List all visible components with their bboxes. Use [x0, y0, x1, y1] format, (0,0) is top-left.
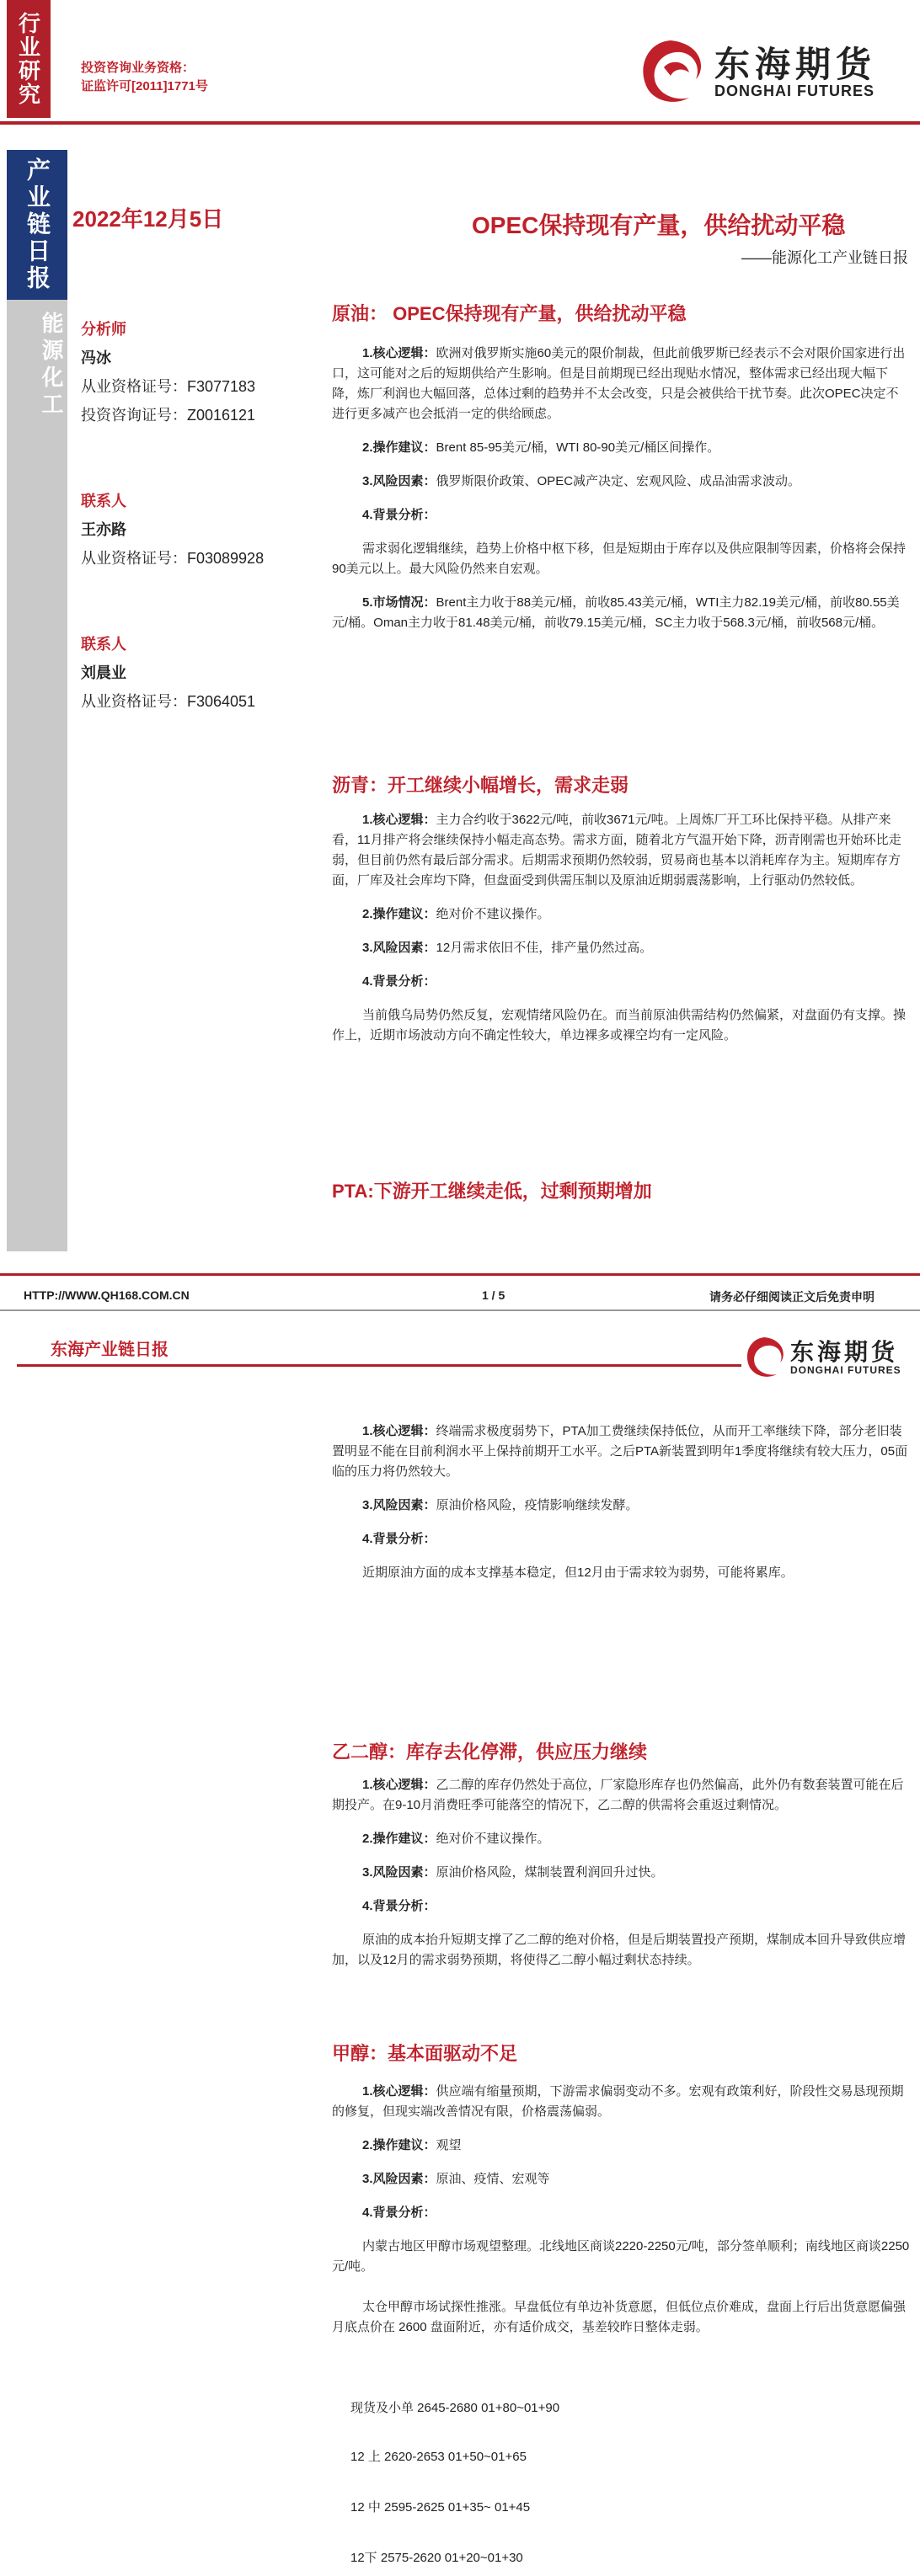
asphalt-section-title: 沥青：开工继续小幅增长，需求走弱 — [332, 775, 629, 796]
contact-name: 刘晨业 — [81, 664, 126, 681]
crude-risk: 俄罗斯限价政策、OPEC减产决定、宏观风险、成品油需求波动。 — [436, 474, 801, 488]
price-row: 12 中 2595-2625 01+35~ 01+45 — [350, 2500, 531, 2515]
page-number: 1 / 5 — [482, 1288, 505, 1302]
meg-section-title: 乙二醇：库存去化停滞，供应压力继续 — [332, 1741, 648, 1763]
report-date: 2022年12月5日 — [72, 206, 224, 232]
asphalt-risk: 12月需求依旧不佳，排产量仍然过高。 — [436, 941, 653, 955]
logo-chinese: 东海期货 — [714, 44, 877, 85]
header-rule — [0, 121, 920, 125]
analyst-license: 投资咨询证号：Z0016121 — [81, 407, 256, 424]
asphalt-logic: 主力合约收于3622元/吨，前收3671元/吨。上周炼厂开工环比保持平稳。从排产来看，11月排产将会继续保持小幅走高态势。需求方面，随着北方气温开始下降，沥青刚需也开始环比走弱，但目前仍然有最后部分需求。后期需求预期仍然较弱，贸易商也基本以消耗库存为主。短期库存方面，厂库及社会库均下降，但盘面受到供需压制以及原油近期弱震荡影响，上行驱动仍然较低。 — [332, 813, 901, 888]
company-logo-small — [740, 1334, 908, 1384]
methanol-bg-label: 4.背景分析： — [362, 2205, 436, 2220]
footer-rule — [0, 1273, 920, 1276]
label: 1.核心逻辑： — [362, 1424, 436, 1438]
report-type-tag: 产业链日报 — [7, 150, 67, 300]
label: 3.风险因素： — [362, 1865, 436, 1880]
methanol-logic: 供应端有缩量预期，下游需求偏弱变动不多。宏观有政策利好，阶段性交易恳现预期的修复，但现实端改善情况有限，价格震荡偏弱。 — [332, 2084, 904, 2119]
price-row: 12 上 2620-2653 01+50~01+65 — [350, 2450, 527, 2464]
label: 2.操作建议： — [362, 907, 436, 921]
pta-section-body — [332, 1421, 910, 1583]
crude-section-title: 原油： OPEC保持现有产量，供给扰动平稳 — [332, 303, 687, 324]
section-tag: 行业研究 — [7, 0, 51, 118]
page2-header-title: 东海产业链日报 — [51, 1341, 168, 1359]
meg-logic: 乙二醇的库存仍然处于高位，厂家隐形库存也仍然偏高，此外仍有数套装置可能在后期投产。在9-10月消费旺季可能落空的情况下，乙二醇的供需将会重返过剩情况。 — [332, 1778, 904, 1812]
asphalt-bg-label: 4.背景分析： — [362, 974, 436, 989]
label: 1.核心逻辑： — [362, 1778, 436, 1792]
contact-name: 王亦路 — [81, 521, 126, 538]
methanol-risk: 原油、疫情、宏观等 — [436, 2172, 550, 2186]
company-logo — [630, 34, 908, 109]
methanol-operation: 观望 — [436, 2138, 462, 2152]
pta-logic: 终端需求极度弱势下，PTA加工费继续保持低位，从而开工率继续下降，部分老旧装置明显不能在目前利润水平上保持前期开工水平。之后PTA新装置到明年1季度将继续有较大压力，05面临的压力将仍然较大。 — [332, 1424, 908, 1479]
qualification — [81, 59, 208, 96]
logo-chinese: 东海期货 — [790, 1338, 899, 1366]
meg-risk: 原油价格风险，煤制装置利润回升过快。 — [436, 1865, 664, 1880]
page2-header-rule — [17, 1364, 741, 1367]
methanol-background-2: 太仓甲醇市场试探性推涨。早盘低位有单边补货意愿，但低位点价难成，盘面上行后出货意愿偏强月底点价在 2600 盘面附近，亦有适价成交，基差较昨日整体走弱。 — [332, 2300, 907, 2334]
contact-license: 从业资格证号：F03089928 — [81, 550, 265, 567]
analyst-license: 从业资格证号：F3077183 — [81, 378, 256, 395]
logo-english: DONGHAI FUTURES — [714, 83, 875, 99]
category-label: 能源化工 — [39, 312, 64, 419]
label: 2.操作建议： — [362, 2138, 436, 2152]
logo-dragon-icon — [740, 1334, 789, 1381]
label: 3.风险因素： — [362, 2172, 436, 2186]
pta-risk: 原油价格风险，疫情影响继续发酵。 — [436, 1498, 639, 1512]
pta-background: 近期原油方面的成本支撑基本稳定，但12月由于需求较为弱势，可能将累库。 — [362, 1565, 794, 1580]
label: 2.操作建议： — [362, 440, 436, 455]
price-row: 现货及小单 2645-2680 01+80~01+90 — [350, 2401, 560, 2415]
label: 3.风险因素： — [362, 1498, 436, 1512]
footer-url[interactable]: HTTP://WWW.QH168.COM.CN — [24, 1288, 190, 1302]
contact-role: 联系人 — [81, 493, 126, 509]
asphalt-section-body — [332, 810, 910, 1046]
crude-background: 需求弱化逻辑继续，趋势上价格中枢下移，但是短期由于库存以及供应限制等因素，价格将会保持90美元以上。最大风险仍然来自宏观。 — [332, 541, 907, 576]
label: 2.操作建议： — [362, 1832, 436, 1846]
report-title: OPEC保持现有产量，供给扰动平稳 — [472, 212, 846, 238]
meg-operation: 绝对价不建议操作。 — [436, 1832, 550, 1846]
sidebar-bar — [7, 300, 67, 1251]
pta-bg-label: 4.背景分析： — [362, 1532, 436, 1546]
label: 3.风险因素： — [362, 474, 436, 488]
meg-background: 原油的成本抬升短期支撑了乙二醇的绝对价格，但是后期装置投产预期，煤制成本回升导致供应增加，以及12月的需求弱势预期，将使得乙二醇小幅过剩状态持续。 — [332, 1933, 907, 1967]
methanol-section-body — [332, 2082, 910, 2338]
label: 1.核心逻辑： — [362, 2084, 436, 2099]
asphalt-background: 当前俄乌局势仍然反复，宏观情绪风险仍在。而当前原油供需结构仍然偏紧，对盘面仍有支撑。操作上，近期市场波动方向不确定性较大，单边裸多或裸空均有一定风险。 — [332, 1008, 907, 1043]
crude-market: Brent主力收于88美元/桶，前收85.43美元/桶，WTI主力82.19美元/桶，前收80.55美元/桶。Oman主力收于81.48美元/桶，前收79.15美元/桶，SC主力收于568.3元/桶，前收568元/桶。 — [332, 595, 900, 630]
crude-operation: Brent 85-95美元/桶，WTI 80-90美元/桶区间操作。 — [436, 440, 720, 455]
logo-english: DONGHAI FUTURES — [790, 1364, 901, 1376]
qualification-line2: 证监许可[2011]1771号 — [81, 79, 208, 93]
report-subtitle: ——能源化工产业链日报 — [741, 249, 908, 266]
meg-section-body — [332, 1775, 910, 1971]
logo-dragon-icon — [630, 34, 711, 109]
disclaimer: 请务必仔细阅读正文后免责申明 — [709, 1290, 875, 1304]
meg-bg-label: 4.背景分析： — [362, 1899, 436, 1913]
crude-bg-label: 4.背景分析： — [362, 508, 436, 522]
crude-section-body — [332, 344, 910, 633]
pta-section-title: PTA:下游开工继续走低，过剩预期增加 — [332, 1181, 652, 1202]
label: 1.核心逻辑： — [362, 813, 436, 827]
qualification-line1: 投资咨询业务资格： — [81, 61, 195, 75]
crude-logic: 欧洲对俄罗斯实施60美元的限价制裁，但此前俄罗斯已经表示不会对限价国家进行出口，这可能对之后的短期供给产生影响。但是目前期现已经出现贴水情况，整体需求已经出现大幅下降，炼厂利润也大幅回落，总体过剩的趋势并不太会改变，只是会被供给干扰节奏。此次OPEC决定不进行更多减产也会抵消一定的供给顾虑。 — [332, 346, 906, 421]
analyst-role: 分析师 — [81, 321, 126, 338]
asphalt-operation: 绝对价不建议操作。 — [436, 907, 550, 921]
contact-license: 从业资格证号：F3064051 — [81, 693, 256, 710]
contact-role: 联系人 — [81, 636, 126, 653]
page-break-rule — [0, 1309, 920, 1311]
methanol-section-title: 甲醇：基本面驱动不足 — [332, 2043, 518, 2064]
label: 5.市场情况： — [362, 595, 436, 610]
analyst-list — [81, 315, 300, 716]
price-row: 12下 2575-2620 01+20~01+30 — [350, 2551, 523, 2565]
label: 1.核心逻辑： — [362, 346, 436, 360]
methanol-background-1: 内蒙古地区甲醇市场观望整理。北线地区商谈2220-2250元/吨，部分签单顺利；南线地区商谈2250元/吨。 — [332, 2239, 910, 2274]
label: 3.风险因素： — [362, 941, 436, 955]
analyst-name: 冯冰 — [81, 349, 111, 366]
